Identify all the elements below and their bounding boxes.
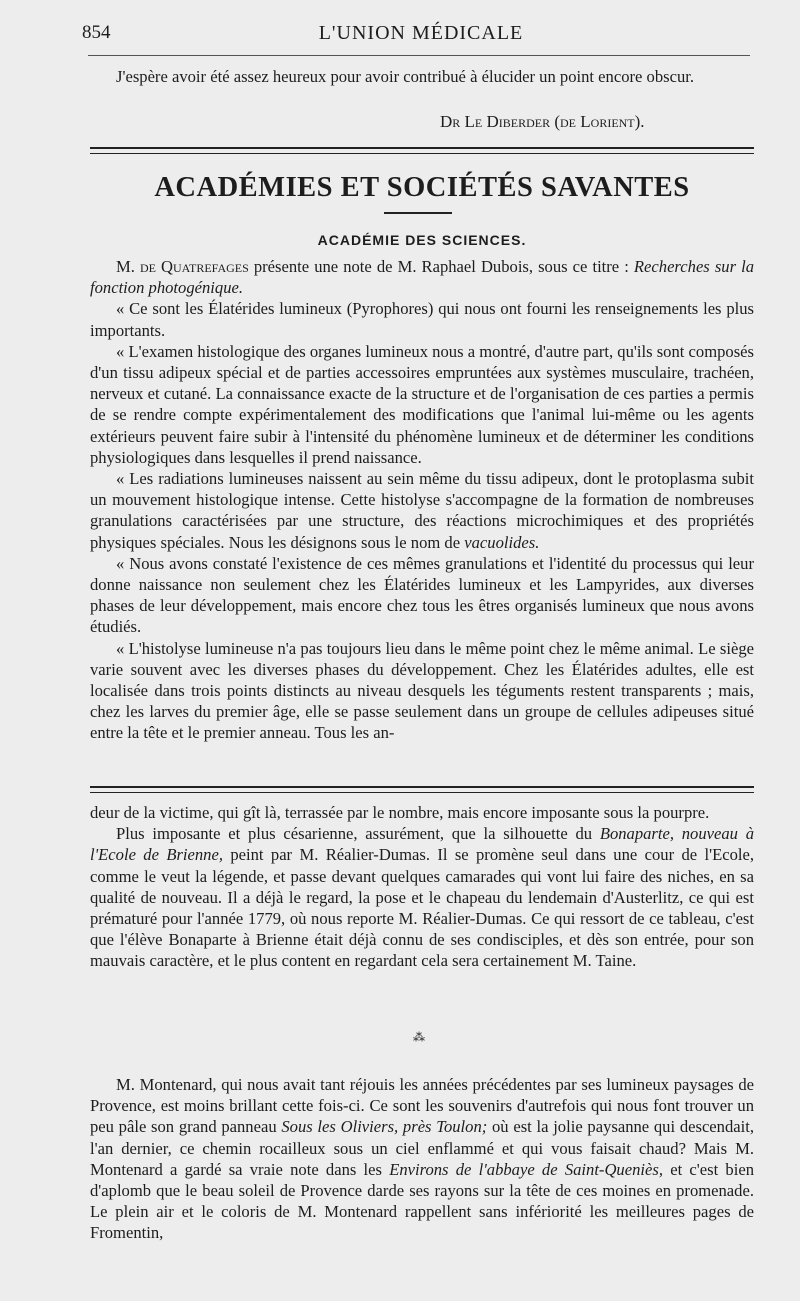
feuilleton-continued	[90, 1074, 754, 1244]
academy-report	[90, 256, 754, 744]
title-rule	[384, 212, 452, 214]
author-signature: Dr Le Diberder (de Lorient).	[440, 112, 645, 131]
paragraph	[90, 823, 754, 971]
paragraph-text: présente une note de M. Raphael Dubois, sous ce titre :	[248, 257, 634, 276]
note-title: Recherches sur la fonction photogénique.	[90, 257, 754, 298]
section-title: ACADÉMIES ET SOCIÉTÉS SAVANTES	[154, 172, 690, 203]
painting-title: Bonaparte, nouveau à l'Ecole de Brienne,	[90, 824, 754, 865]
running-title: L'UNION MÉDICALE	[318, 22, 524, 44]
paragraph	[90, 468, 754, 553]
paragraph: « L'histolyse lumineuse n'a pas toujours lieu dans le même point chez le même animal. Le siège varie souvent avec les diverses phases du développement. Chez les Élatérides adultes, elle est localisée dans trois points distincts au niveau desquels les téguments restent transparents ; mais, chez les larves du premier âge, elle se passe seulement dans un groupe de cellules adipeuses situé entre la tête et le premier anneau. Tous les an-	[90, 638, 754, 743]
intro-paragraph	[90, 66, 754, 87]
asterism: ⁂	[413, 1030, 425, 1044]
paragraph-text: Plus imposante et plus césarienne, assurément, que la silhouette du	[116, 824, 600, 844]
paragraph-text: peint par M. Réalier-Dumas. Il se promène seul dans une cour de l'Ecole, comme le veut la légende, et passe devant quelques camarades qui vont lui faire des niches, en sa qualité de nouveau. Il a déjà le regard, la pose et le chapeau du lendemain d'Austerlitz, ce qui est prématuré pour l'année 1779, où nous reporte M. Réalier-Dumas. Ce qui ressort de ce tableau, c'est que l'élève Bonaparte à Brienne était déjà connu de ses condisciples, et dès son entrée, pour son mauvais caractère, et le plus content en regardant cela sera certainement M. Taine.	[90, 845, 754, 971]
paragraph: « Ce sont les Élatérides lumineux (Pyrophores) qui nous ont fourni les renseignements les plus importants.	[90, 299, 754, 340]
page-header	[82, 22, 760, 52]
author-name: M. de Quatrefages	[116, 257, 249, 276]
paragraph: deur de la victime, qui gît là, terrassée par le nombre, mais encore imposante sous la pourpre.	[90, 803, 710, 822]
term-italic: vacuolides.	[464, 532, 540, 552]
paragraph	[90, 256, 754, 298]
paragraph-text: M. Montenard, qui nous avait tant réjouis les années précédentes par ses lumineux paysages de Provence, est moins brillant cette fois-ci. Ce sont les souvenirs d'autrefois qui nous font trouver un peu pâle son grand panneau	[90, 1075, 754, 1137]
paragraph-text: et c'est bien d'aplomb que le beau soleil de Provence darde ses rayons sur la tête de ces moines en promenade. Le plein air et le coloris de M. Montenard rappellent sans infériorité les meilleures pages de Fromentin,	[90, 1159, 754, 1243]
painting-title: Sous les Oliviers, près Toulon;	[281, 1117, 488, 1137]
feuilleton-section	[90, 802, 754, 972]
section-divider	[90, 147, 754, 154]
page-number: 854	[82, 22, 111, 43]
paragraph-text: où est la jolie paysanne qui descendait, l'an dernier, ce chemin rocailleux sous un ciel enflammé et qui vous faisait chaud? Mais M. Montenard a gardé sa vraie note dans les	[90, 1117, 754, 1179]
paragraph	[90, 1074, 754, 1244]
paragraph-text: « Les radiations lumineuses naissent au sein même du tissu adipeux, dont le protoplasma subit un mouvement histologique intense. Cette histolyse s'accompagne de la formation de nombreuses granulations caractérisées par une structure, des réactions microchimiques et des propriétés physiques spéciales. Nous les désignons sous le nom de	[90, 469, 754, 552]
feuilleton-divider	[90, 786, 754, 793]
intro-text: J'espère avoir été assez heureux pour avoir contribué à élucider un point encore obscur.	[116, 67, 695, 86]
paragraph: « L'examen histologique des organes lumineux nous a montré, d'autre part, qu'ils sont composés d'un tissu adipeux spécial et de parties accessoires empruntées aux systèmes musculaire, trachéen, nerveux et cutané. La connaissance exacte de la structure et de l'organisation de ces parties a permis de se rendre compte expérimentalement des modifications que l'animal lui-même ou les agents extérieurs peuvent faire subir à l'intensité du phénomène lumineux et de déterminer les conditions physiologiques dans lesquelles il prend naissance.	[90, 341, 754, 467]
paragraph: « Nous avons constaté l'existence de ces mêmes granulations et l'identité du processus qui leur donne naissance non seulement chez les Élatérides lumineux et les Lampyrides, aux diverses phases de leur développement, mais encore chez tous les êtres organisés lumineux que nous avons étudiés.	[90, 553, 754, 637]
header-rule	[88, 55, 750, 56]
painting-title: Environs de l'abbaye de Saint-Queniès,	[389, 1159, 663, 1179]
subsection-title: ACADÉMIE DES SCIENCES.	[317, 232, 527, 248]
